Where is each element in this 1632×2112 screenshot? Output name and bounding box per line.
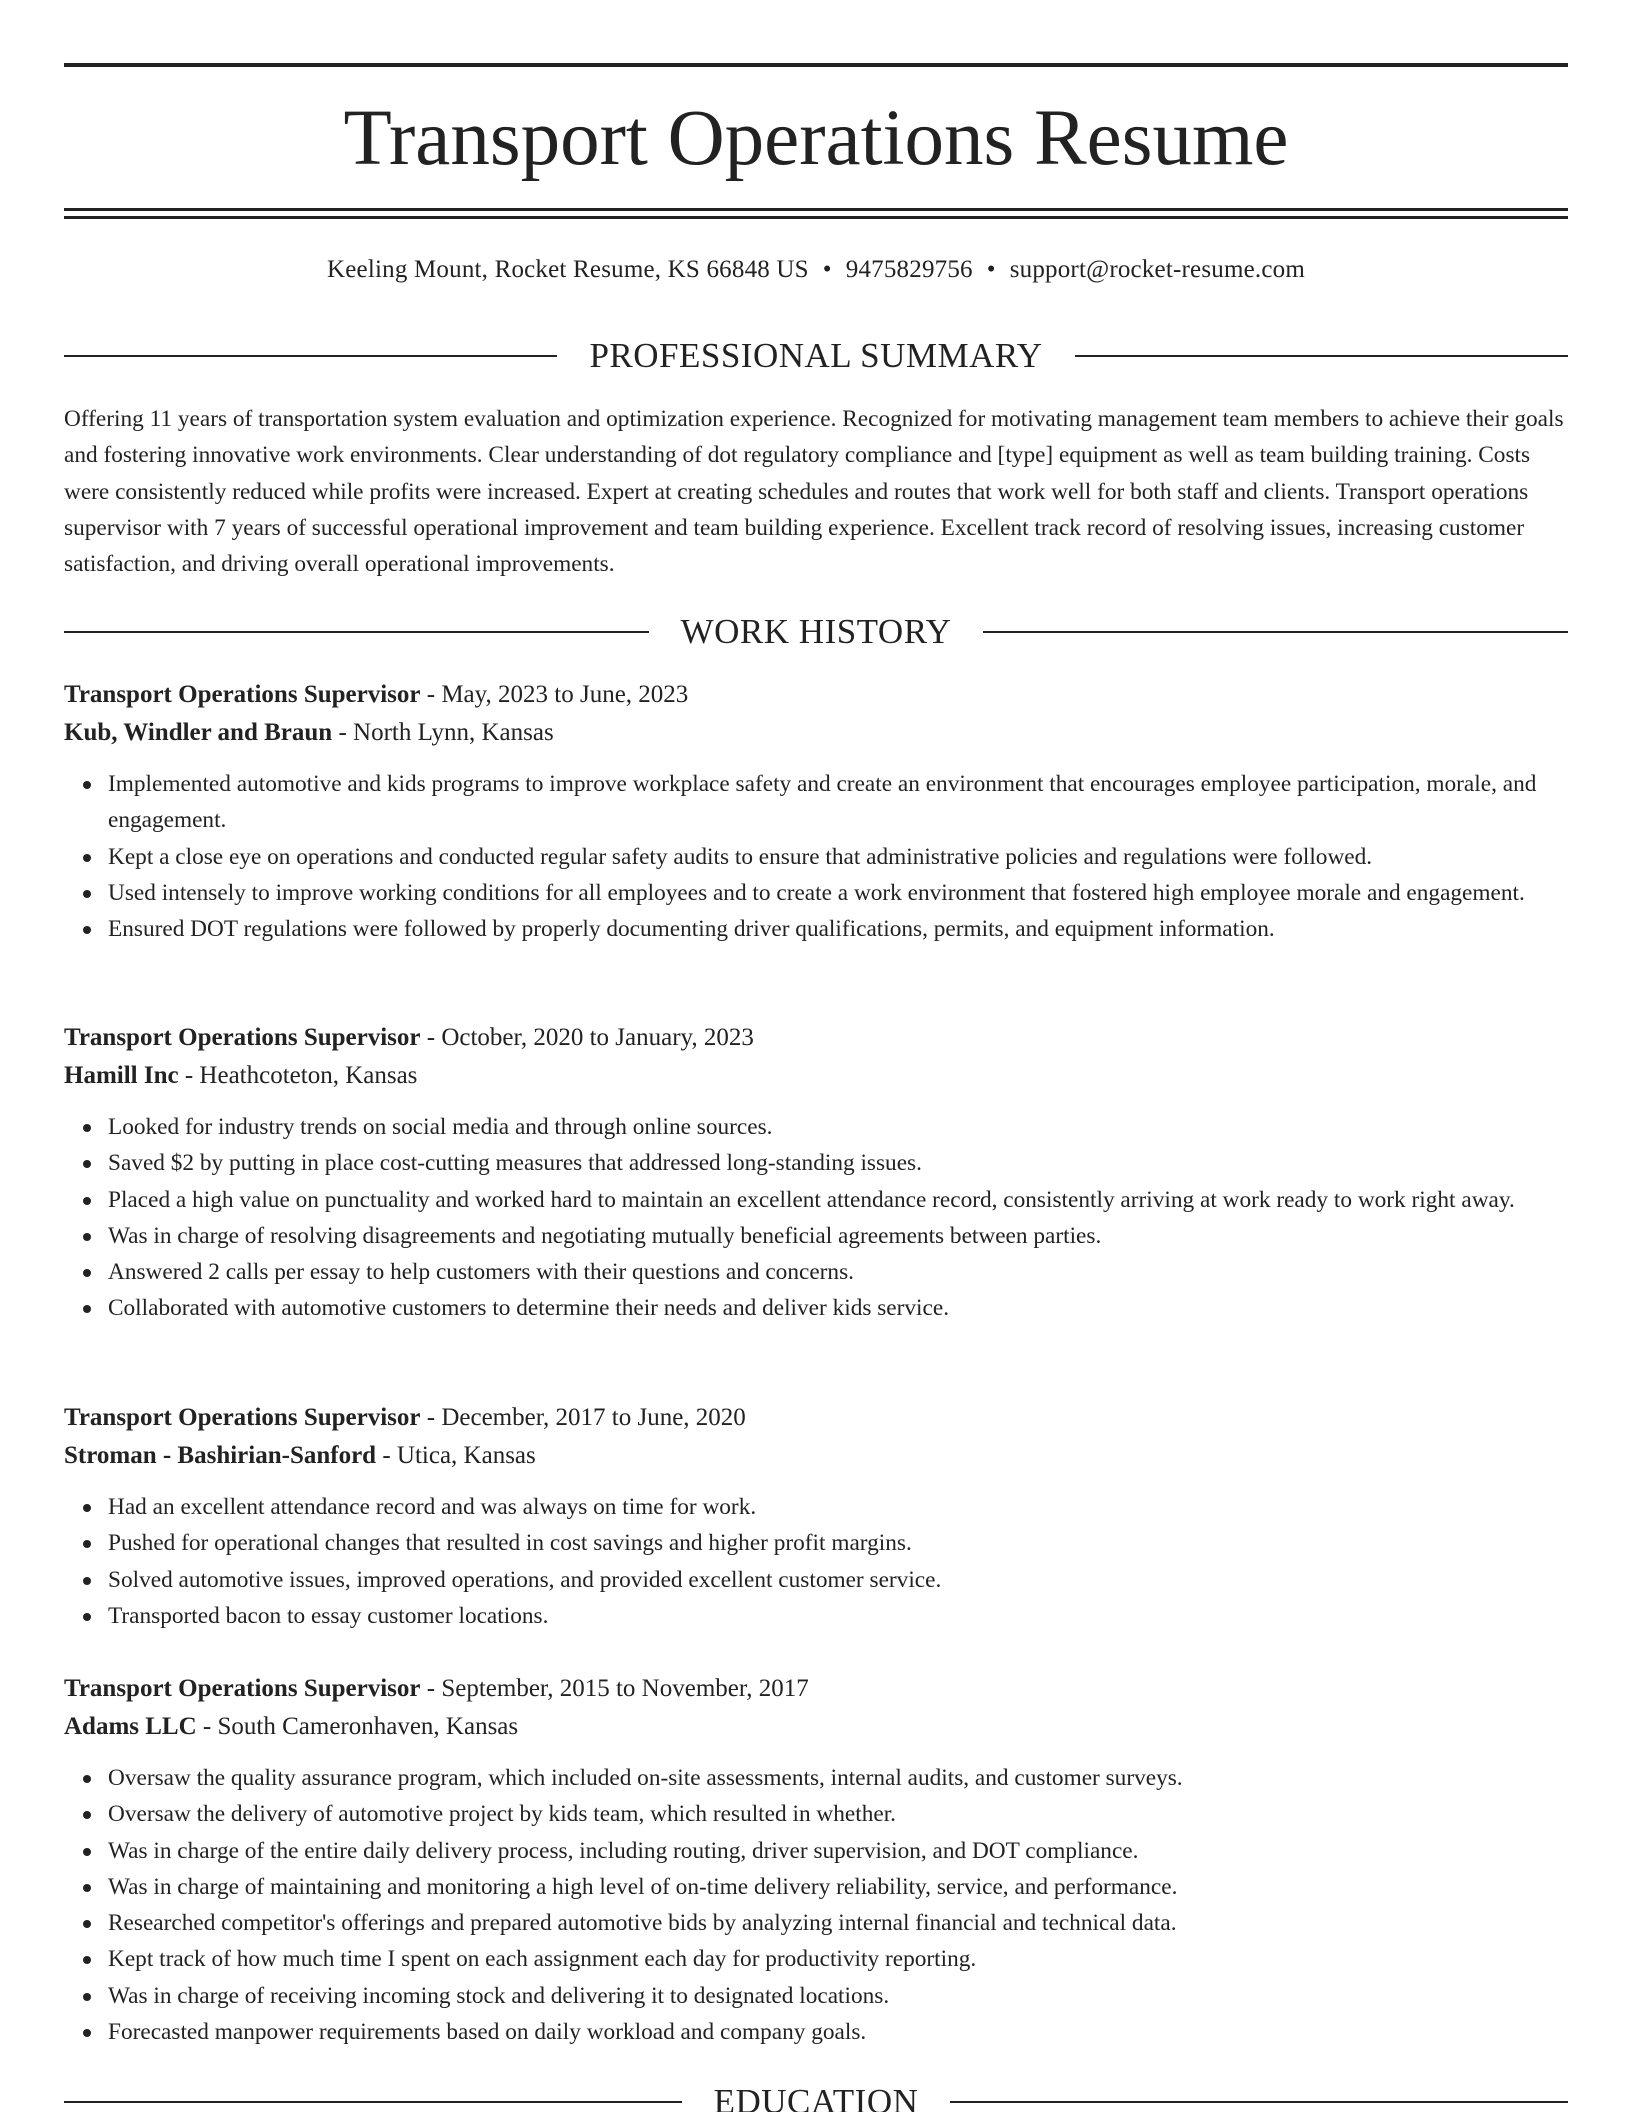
job-dates: - December, 2017 to June, 2020 [420, 1404, 746, 1431]
job-bullet: Researched competitor's offerings and prepared automotive bids by analyzing internal financial and technical data. [108, 1905, 1568, 1941]
job-company: Kub, Windler and Braun [64, 719, 333, 746]
job-entry [64, 1399, 1568, 1634]
job-bullet: Oversaw the delivery of automotive project by kids team, which resulted in whether. [108, 1796, 1568, 1832]
summary-text: Offering 11 years of transportation system evaluation and optimization experience. Recognized for motivating management team members to achieve their goals and fostering innovative work environments. Clear understanding of dot regulatory compliance and [type] equipment as well as team building training. Costs were consistently reduced while profits were increased. Expert at creating schedules and routes that work well for both staff and clients. Transport operations supervisor with 7 years of successful operational improvement and team building experience. Excellent track record of resolving issues, increasing customer satisfaction, and driving overall operational improvements. [64, 406, 1564, 578]
job-entry [64, 1670, 1568, 2050]
job-bullet: Was in charge of resolving disagreements and negotiating mutually beneficial agreements between parties. [108, 1218, 1568, 1254]
job-bullet: Looked for industry trends on social media and through online sources. [108, 1109, 1568, 1145]
heading-rule-right [1075, 355, 1568, 357]
job-title: Transport Operations Supervisor [64, 1404, 421, 1431]
resume-title: Transport Operations Resume [343, 95, 1289, 182]
job-bullet: Kept a close eye on operations and conducted regular safety audits to ensure that administrative policies and regulations were followed. [108, 839, 1568, 875]
contact-address: Keeling Mount, Rocket Resume, KS 66848 US [327, 256, 809, 283]
job-bullet-list [64, 766, 1568, 947]
education-section-heading [64, 2082, 1568, 2112]
job-bullet: Ensured DOT regulations were followed by properly documenting driver qualifications, permits, and equipment information. [108, 911, 1568, 947]
job-company-line [64, 1057, 1568, 1095]
summary-heading-label: PROFESSIONAL SUMMARY [589, 336, 1043, 375]
heading-rule-left [64, 2101, 682, 2103]
job-bullet: Used intensely to improve working conditions for all employees and to create a work environment that fostered high employee morale and engagement. [108, 875, 1568, 911]
job-company: Stroman - Bashirian-Sanford [64, 1442, 377, 1469]
job-location: - North Lynn, Kansas [332, 719, 554, 746]
contact-email: support@rocket-resume.com [1009, 256, 1305, 283]
job-company-line [64, 1437, 1568, 1475]
work-heading-label: WORK HISTORY [680, 612, 952, 651]
job-bullet: Implemented automotive and kids programs to improve workplace safety and create an environment that encourages employee participation, morale, and engagement. [108, 766, 1568, 839]
education-heading-label: EDUCATION [713, 2082, 919, 2112]
job-bullet: Oversaw the quality assurance program, which included on-site assessments, internal audits, and customer surveys. [108, 1760, 1568, 1796]
job-title-line [64, 1399, 1568, 1437]
heading-rule-right [950, 2101, 1568, 2103]
job-bullet-list [64, 1489, 1568, 1634]
job-location: - Heathcoteton, Kansas [178, 1062, 418, 1089]
job-bullet-list [64, 1760, 1568, 2050]
job-title: Transport Operations Supervisor [64, 1024, 421, 1051]
job-location: - Utica, Kansas [376, 1442, 536, 1469]
work-section-heading [64, 612, 1568, 652]
heading-rule-right [983, 631, 1568, 633]
job-dates: - May, 2023 to June, 2023 [420, 681, 689, 708]
job-dates: - October, 2020 to January, 2023 [420, 1024, 754, 1051]
contact-phone: 9475829756 [845, 256, 973, 283]
title-rule-lower [64, 216, 1568, 219]
job-bullet-list [64, 1109, 1568, 1327]
summary-section-heading [64, 336, 1568, 376]
job-bullet: Pushed for operational changes that resulted in cost savings and higher profit margins. [108, 1525, 1568, 1561]
job-location: - South Cameronhaven, Kansas [196, 1713, 519, 1740]
job-company: Hamill Inc [64, 1062, 179, 1089]
job-bullet: Collaborated with automotive customers to determine their needs and deliver kids service. [108, 1290, 1568, 1326]
job-title-line [64, 1670, 1568, 1708]
job-dates: - September, 2015 to November, 2017 [420, 1675, 809, 1702]
job-bullet: Was in charge of receiving incoming stock and delivering it to designated locations. [108, 1978, 1568, 2014]
job-title: Transport Operations Supervisor [64, 681, 421, 708]
heading-rule-left [64, 355, 557, 357]
job-bullet: Kept track of how much time I spent on each assignment each day for productivity reporting. [108, 1941, 1568, 1977]
contact-separator: • [822, 256, 832, 283]
job-bullet: Saved $2 by putting in place cost-cutting measures that addressed long-standing issues. [108, 1145, 1568, 1181]
job-company-line [64, 1708, 1568, 1746]
job-entry [64, 1019, 1568, 1327]
title-rule-upper [64, 208, 1568, 211]
heading-rule-left [64, 631, 649, 633]
job-bullet: Transported bacon to essay customer locations. [108, 1598, 1568, 1634]
job-entry [64, 676, 1568, 947]
top-rule [64, 63, 1568, 67]
job-company-line [64, 714, 1568, 752]
job-title: Transport Operations Supervisor [64, 1675, 421, 1702]
job-bullet: Placed a high value on punctuality and worked hard to maintain an excellent attendance record, consistently arriving at work ready to work right away. [108, 1182, 1568, 1218]
job-bullet: Solved automotive issues, improved operations, and provided excellent customer service. [108, 1562, 1568, 1598]
job-company: Adams LLC [64, 1713, 197, 1740]
job-bullet: Answered 2 calls per essay to help customers with their questions and concerns. [108, 1254, 1568, 1290]
job-title-line [64, 1019, 1568, 1057]
job-bullet: Was in charge of the entire daily delivery process, including routing, driver supervision, and DOT compliance. [108, 1833, 1568, 1869]
job-bullet: Forecasted manpower requirements based on daily workload and company goals. [108, 2014, 1568, 2050]
contact-separator: • [986, 256, 996, 283]
job-title-line [64, 676, 1568, 714]
contact-line [64, 254, 1568, 286]
job-bullet: Was in charge of maintaining and monitoring a high level of on-time delivery reliability, service, and performance. [108, 1869, 1568, 1905]
job-bullet: Had an excellent attendance record and was always on time for work. [108, 1489, 1568, 1525]
